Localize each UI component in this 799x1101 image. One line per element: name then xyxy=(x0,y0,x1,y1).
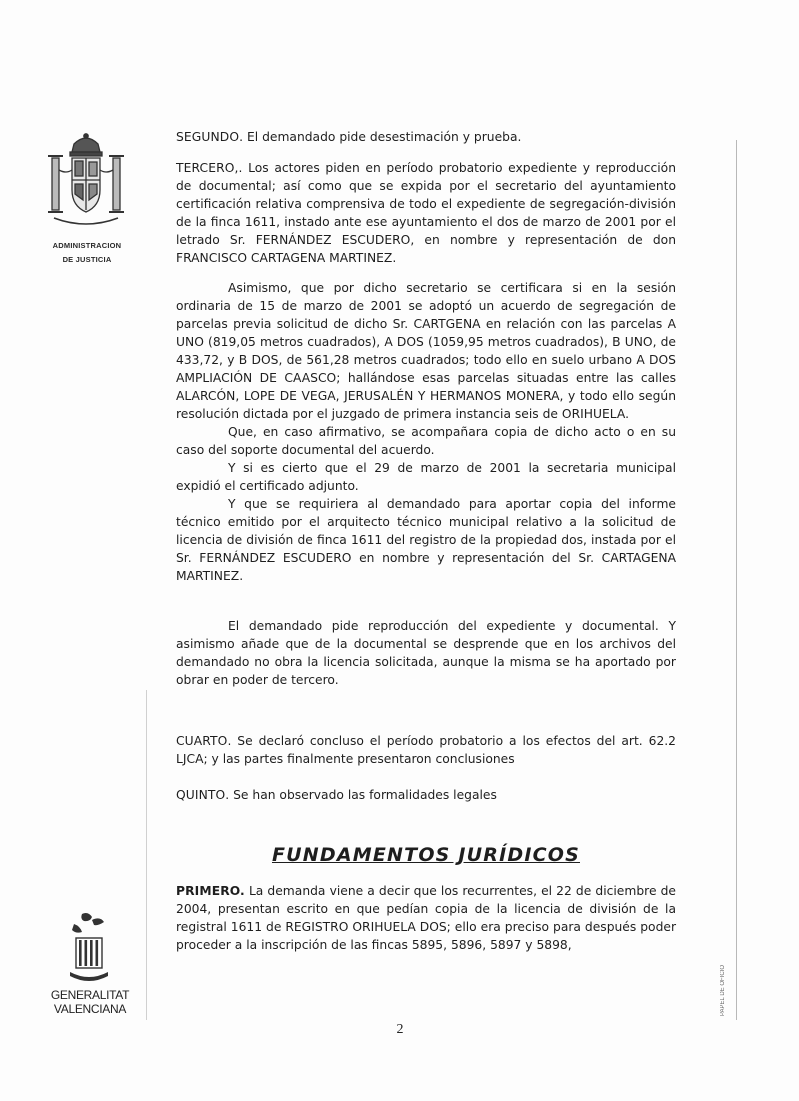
section-lead-cuarto: CUARTO xyxy=(176,734,228,748)
generalitat-valenciana-logo-icon xyxy=(64,912,114,984)
section-lead-quinto: QUINTO xyxy=(176,788,226,802)
paragraph-primero: PRIMERO. La demanda viene a decir que los recurrentes, el 22 de diciembre de 2004, presentan escrito en que pedían copia de la licencia de división de la registral 1611 de REGISTRO ORIHUELA DOS; ello era preciso para después poder proceder a la inscripción de las fincas 5895, 5896, 5897 y 5898, xyxy=(176,884,676,952)
right-margin-rule xyxy=(736,140,737,1020)
generalitat-valenciana-label: GENERALITAT VALENCIANA xyxy=(50,988,130,1016)
paper-stamp: PAPEL DE OFICIO xyxy=(720,964,726,1016)
section-lead-primero: PRIMERO. xyxy=(176,884,245,898)
paragraph-segundo: SEGUNDO. El demandado pide desestimación y prueba. xyxy=(176,130,522,144)
page-number: 2 xyxy=(396,1022,404,1037)
section-lead-tercero: TERCERO,. xyxy=(176,161,243,175)
paragraph-que-caso: Que, en caso afirmativo, se acompañara copia de dicho acto o en su caso del soporte documental del acuerdo. xyxy=(176,425,676,457)
document-body xyxy=(176,128,676,954)
paragraph-tercero: TERCERO,. Los actores piden en período probatorio expediente y reproducción de documental; así como que se expida por el secretario del ayuntamiento certificación relativa comprensiva de todo el expediente de segregación-división de la finca 1611, instado ante ese ayuntamiento el dos de marzo de 2001 por el letrado Sr. FERNÁNDEZ ESCUDERO, en nombre y representación de don FRANCISCO CARTAGENA MARTINEZ. xyxy=(176,161,676,265)
section-heading: FUNDAMENTOS JURÍDICOS xyxy=(271,844,580,866)
administracion-justicia-label: ADMINISTRACION DE JUSTICIA xyxy=(52,241,122,264)
paragraph-asimismo: Asimismo, que por dicho secretario se certificara si en la sesión ordinaria de 15 de marzo de 2001 se adoptó un acuerdo de segregación de parcelas previa solicitud de dicho Sr. CARTGENA en relación con las parcelas A UNO (819,05 metros cuadrados), A DOS (1059,95 metros cuadrados), B UNO, de 433,72, y B DOS, de 561,28 metros cuadrados; todo ello en suelo urbano A DOS AMPLIACIÓN DE CAASCO; hallándose esas parcelas situadas entre las calles ALARCÓN, LOPE DE VEGA, JERUSALÉN Y HERMANOS MONERA, y todo ello según resolución dictada por el juzgado de primera instancia seis de ORIHUELA. xyxy=(176,281,676,421)
section-lead-segundo: SEGUNDO xyxy=(176,130,240,144)
paragraph-y-que: Y que se requiriera al demandado para aportar copia del informe técnico emitido por el arquitecto técnico municipal relativo a la solicitud de licencia de división de finca 1611 del registro de la propiedad dos, instada por el Sr. FERNÁNDEZ ESCUDERO en nombre y representación del Sr. CARTAGENA MARTINEZ. xyxy=(176,497,676,583)
coat-of-arms-icon xyxy=(44,130,128,230)
paragraph-y-si: Y si es cierto que el 29 de marzo de 2001 la secretaria municipal expidió el certificado adjunto. xyxy=(176,461,676,493)
paragraph-quinto: QUINTO. Se han observado las formalidades legales xyxy=(176,788,497,802)
left-margin-rule xyxy=(146,690,147,1020)
paragraph-cuarto: CUARTO. Se declaró concluso el período probatorio a los efectos del art. 62.2 LJCA; y las partes finalmente presentaron conclusiones xyxy=(176,734,676,766)
paragraph-demandado: El demandado pide reproducción del expediente y documental. Y asimismo añade que de la documental se desprende que en los archivos del demandado no obra la licencia solicitada, aunque la misma se ha aportado por obrar en poder de tercero. xyxy=(176,619,676,687)
